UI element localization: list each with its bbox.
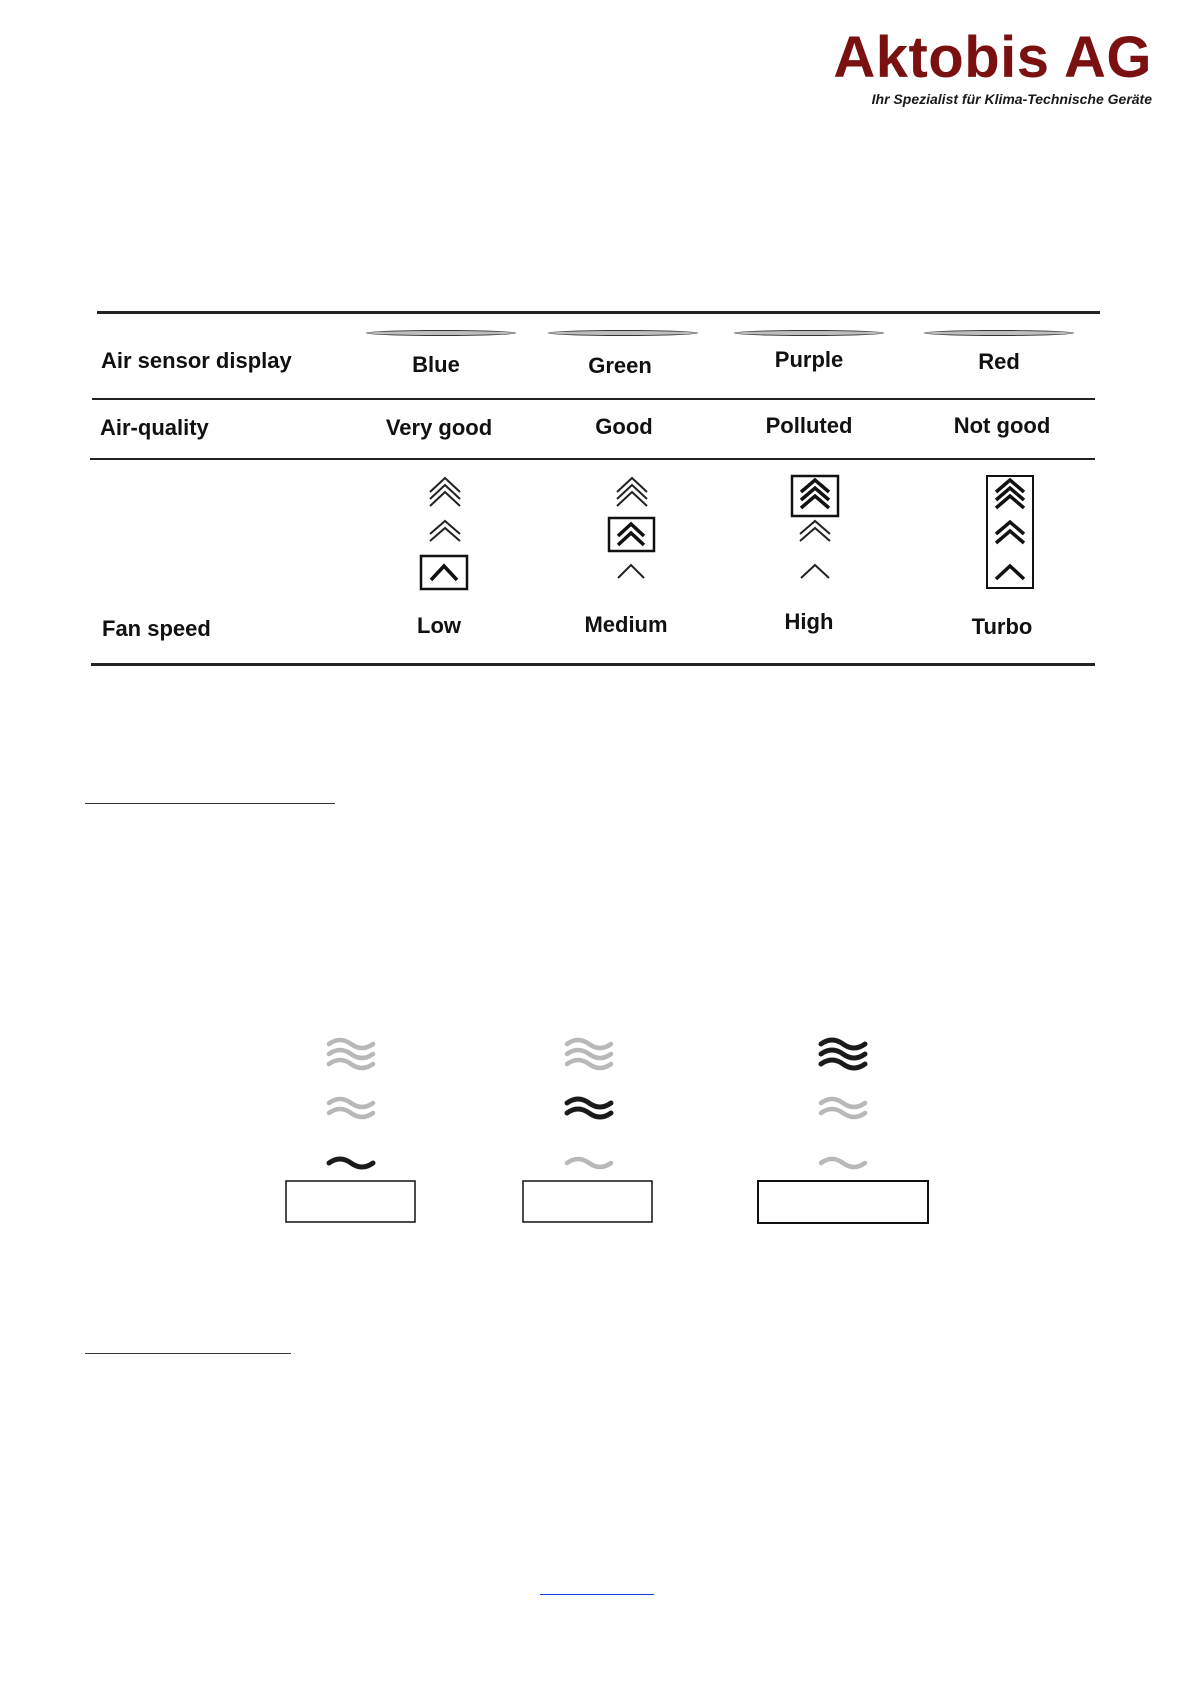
chevron-up-icon: [430, 478, 460, 506]
wave-icon: [567, 1040, 611, 1068]
fan-speed-label: Low: [417, 613, 461, 638]
sensor-color-label: Blue: [412, 352, 460, 377]
highlight-box: [421, 556, 467, 589]
level-box: [523, 1181, 652, 1222]
air-quality-label: Very good: [385, 415, 493, 440]
sensor-bar-green: [548, 330, 698, 336]
chevron-up-icon: [618, 565, 644, 578]
chevron-up-icon: [430, 521, 460, 541]
wave-icon: [567, 1099, 611, 1117]
chevron-up-icon: [801, 480, 829, 508]
brand-name: Aktobis AG: [833, 25, 1152, 90]
wave-icon: [329, 1040, 373, 1068]
chevron-up-icon: [801, 565, 829, 578]
wave-icon: [821, 1159, 865, 1167]
sensor-bar-purple: [734, 330, 884, 336]
level-indicator-3: [756, 1030, 931, 1225]
fan-speed-icon-turbo: [980, 474, 1040, 594]
wave-icon: [821, 1040, 865, 1068]
fan-speed-label: Turbo: [971, 614, 1033, 639]
wave-icon: [567, 1159, 611, 1167]
level-indicator-2: [518, 1030, 658, 1225]
level-indicator-1: [280, 1030, 420, 1225]
row-label-sensor: Air sensor display: [101, 348, 292, 373]
fan-speed-icon-medium: [602, 474, 662, 594]
footer-link[interactable]: [540, 1594, 654, 1595]
table-row-divider-1: [92, 398, 1095, 400]
level-box: [286, 1181, 415, 1222]
sensor-color-label: Purple: [774, 347, 844, 372]
brand-tagline: Ihr Spezialist für Klima-Technische Geräte: [871, 91, 1152, 107]
level-box: [758, 1181, 928, 1223]
row-label-fan: Fan speed: [102, 616, 211, 641]
row-label-quality: Air-quality: [100, 415, 209, 440]
sensor-bar-blue: [366, 330, 516, 336]
fan-speed-icon-low: [415, 474, 475, 594]
air-quality-label: Not good: [953, 413, 1051, 438]
wave-icon: [329, 1159, 373, 1167]
chevron-up-icon: [996, 480, 1024, 508]
chevron-up-icon: [618, 524, 644, 545]
air-quality-label: Good: [595, 414, 653, 439]
sensor-color-label: Red: [978, 349, 1020, 374]
table-top-rule: [97, 311, 1100, 314]
air-quality-label: Polluted: [765, 413, 853, 438]
chevron-up-icon: [617, 478, 647, 506]
fan-speed-label: High: [784, 609, 834, 634]
section-heading-underline-2: [85, 1353, 291, 1354]
sensor-color-label: Green: [588, 353, 652, 378]
brand-header: [833, 25, 1152, 108]
chevron-up-icon: [800, 521, 830, 541]
table-bottom-rule: [91, 663, 1095, 666]
chevron-up-icon: [431, 566, 457, 580]
section-heading-underline-1: [85, 803, 335, 804]
table-row-divider-2: [90, 458, 1095, 460]
fan-speed-icon-high: [785, 474, 845, 594]
sensor-bar-red: [924, 330, 1074, 336]
wave-icon: [329, 1099, 373, 1117]
chevron-up-icon: [996, 522, 1024, 543]
wave-icon: [821, 1099, 865, 1117]
chevron-up-icon: [996, 566, 1024, 579]
fan-speed-label: Medium: [584, 612, 668, 637]
